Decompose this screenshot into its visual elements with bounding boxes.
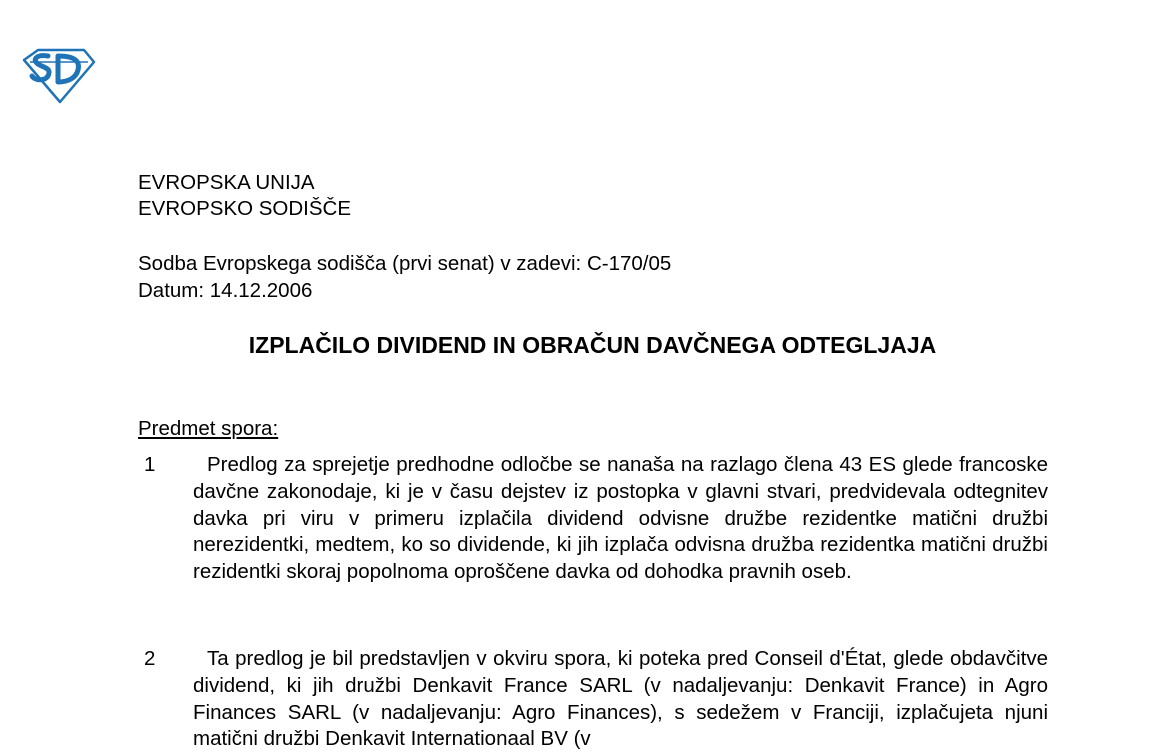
document-title: IZPLAČILO DIVIDEND IN OBRAČUN DAVČNEGA ODTEGLJAJA [248,332,937,358]
case-info [138,250,671,304]
paragraph [138,646,1048,753]
paragraph [138,452,1048,586]
section-heading-subject: Predmet spora: [138,417,279,440]
header-line-union: EVROPSKA UNIJA [138,171,315,194]
sd-logo [22,48,96,104]
sd-logo-icon [22,48,96,104]
paragraph-text: Ta predlog je bil predstavljen v okviru spora, ki poteka pred Conseil d'État, glede obdavčitve dividend, ki jih družbi Denkavit France SARL (v nadaljevanju: Denkavit France) in Agro Finances SARL (v nadaljevanju: Agro Finances), s sedežem v Franciji, izplačujeta njuni matični družbi Denkavit Internationaal BV (v [193,647,1048,751]
paragraph-number: 2 [144,647,156,670]
header-line-court: EVROPSKO SODIŠČE [138,197,352,220]
case-reference: Sodba Evropskega sodišča (prvi senat) v zadevi: C-170/05 [138,252,672,275]
paragraph-number: 1 [144,453,156,476]
paragraph-text: Predlog za sprejetje predhodne odločbe se nanaša na razlago člena 43 ES glede francoske davčne zakonodaje, ki je v času dejstev iz postopka v glavni stvari, predvidevala odtegnitev davka pri viru v primeru izplačila dividend odvisne družbe rezidentke matični družbi nerezidentki, medtem, ko so dividende, ki jih izplača odvisna družba rezidentka matični družbi rezidentki skoraj popolnoma oproščene davka od dohodka pravnih oseb. [193,453,1048,584]
case-date: Datum: 14.12.2006 [138,279,313,302]
institution-header [138,170,351,222]
